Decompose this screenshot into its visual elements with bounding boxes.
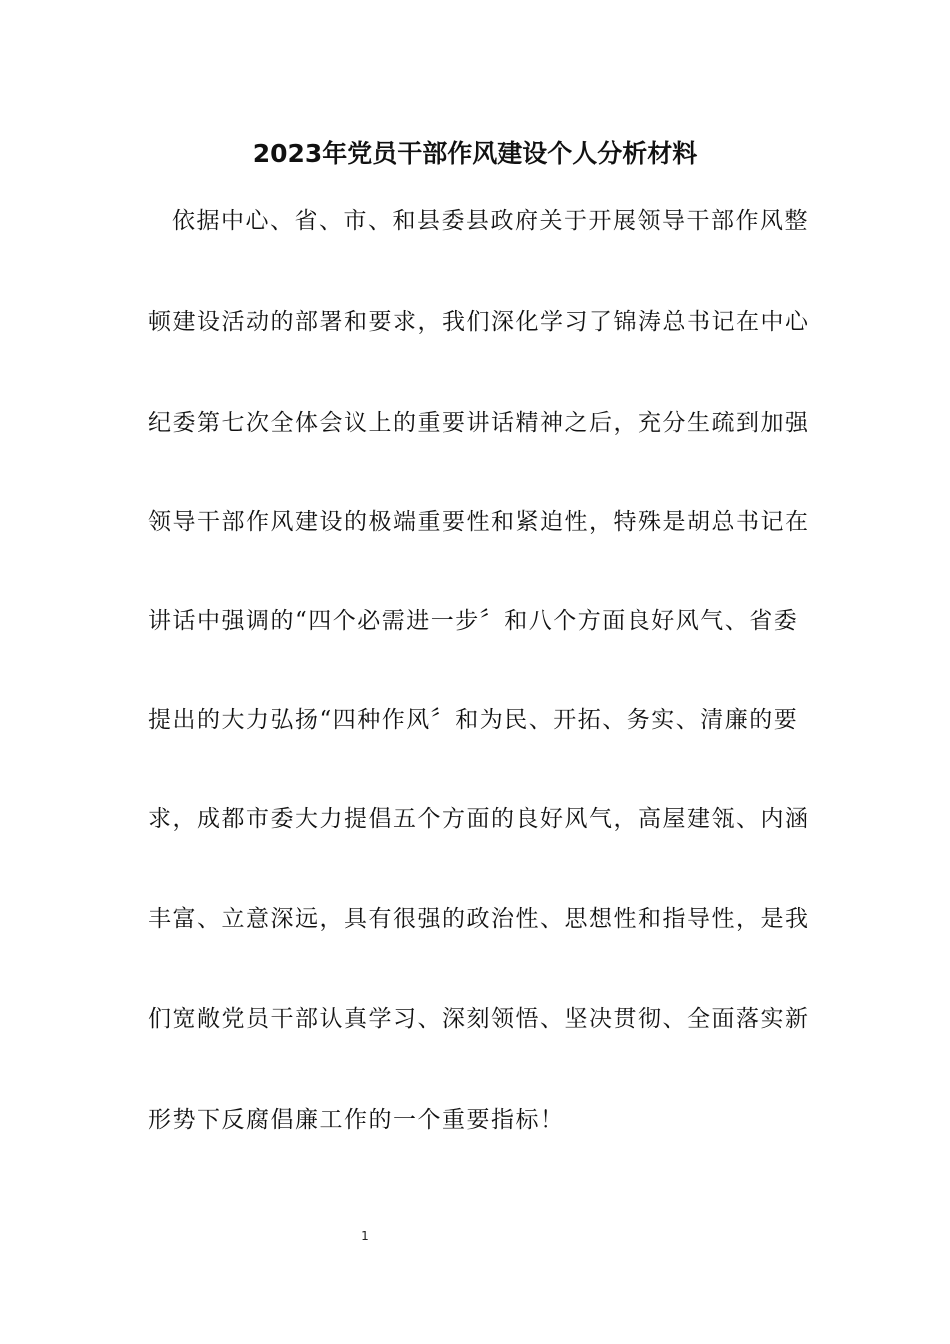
paragraph-line-4: 领导干部作风建设的极端重要性和紧迫性，特殊是胡总书记在 [148,509,810,535]
paragraph-line-2: 顿建设活动的部署和要求，我们深化学习了锦涛总书记在中心 [148,309,810,335]
page-number: 1 [361,1229,369,1243]
paragraph-line-1: 依据中心、省、市、和县委县政府关于开展领导干部作风整 [172,208,809,234]
paragraph-line-7: 求，成都市委大力提倡五个方面的良好风气，高屋建瓴、内涵 [148,806,810,832]
paragraph-line-10: 形势下反腐倡廉工作的一个重要指标！ [148,1107,565,1133]
document-title: 2023年党员干部作风建设个人分析材料 [252,139,698,168]
paragraph-line-8: 丰富、立意深远，具有很强的政治性、思想性和指导性，是我 [148,906,810,932]
paragraph-line-5: 讲话中强调的“四个必需进一步〞和八个方面良好风气、省委 [148,608,799,634]
paragraph-line-3: 纪委第七次全体会议上的重要讲话精神之后，充分生疏到加强 [148,410,810,436]
paragraph-line-6: 提出的大力弘扬“四种作风〞和为民、开拓、务实、清廉的要 [148,707,799,733]
paragraph-line-9: 们宽敞党员干部认真学习、深刻领悟、坚决贯彻、全面落实新 [148,1006,810,1032]
